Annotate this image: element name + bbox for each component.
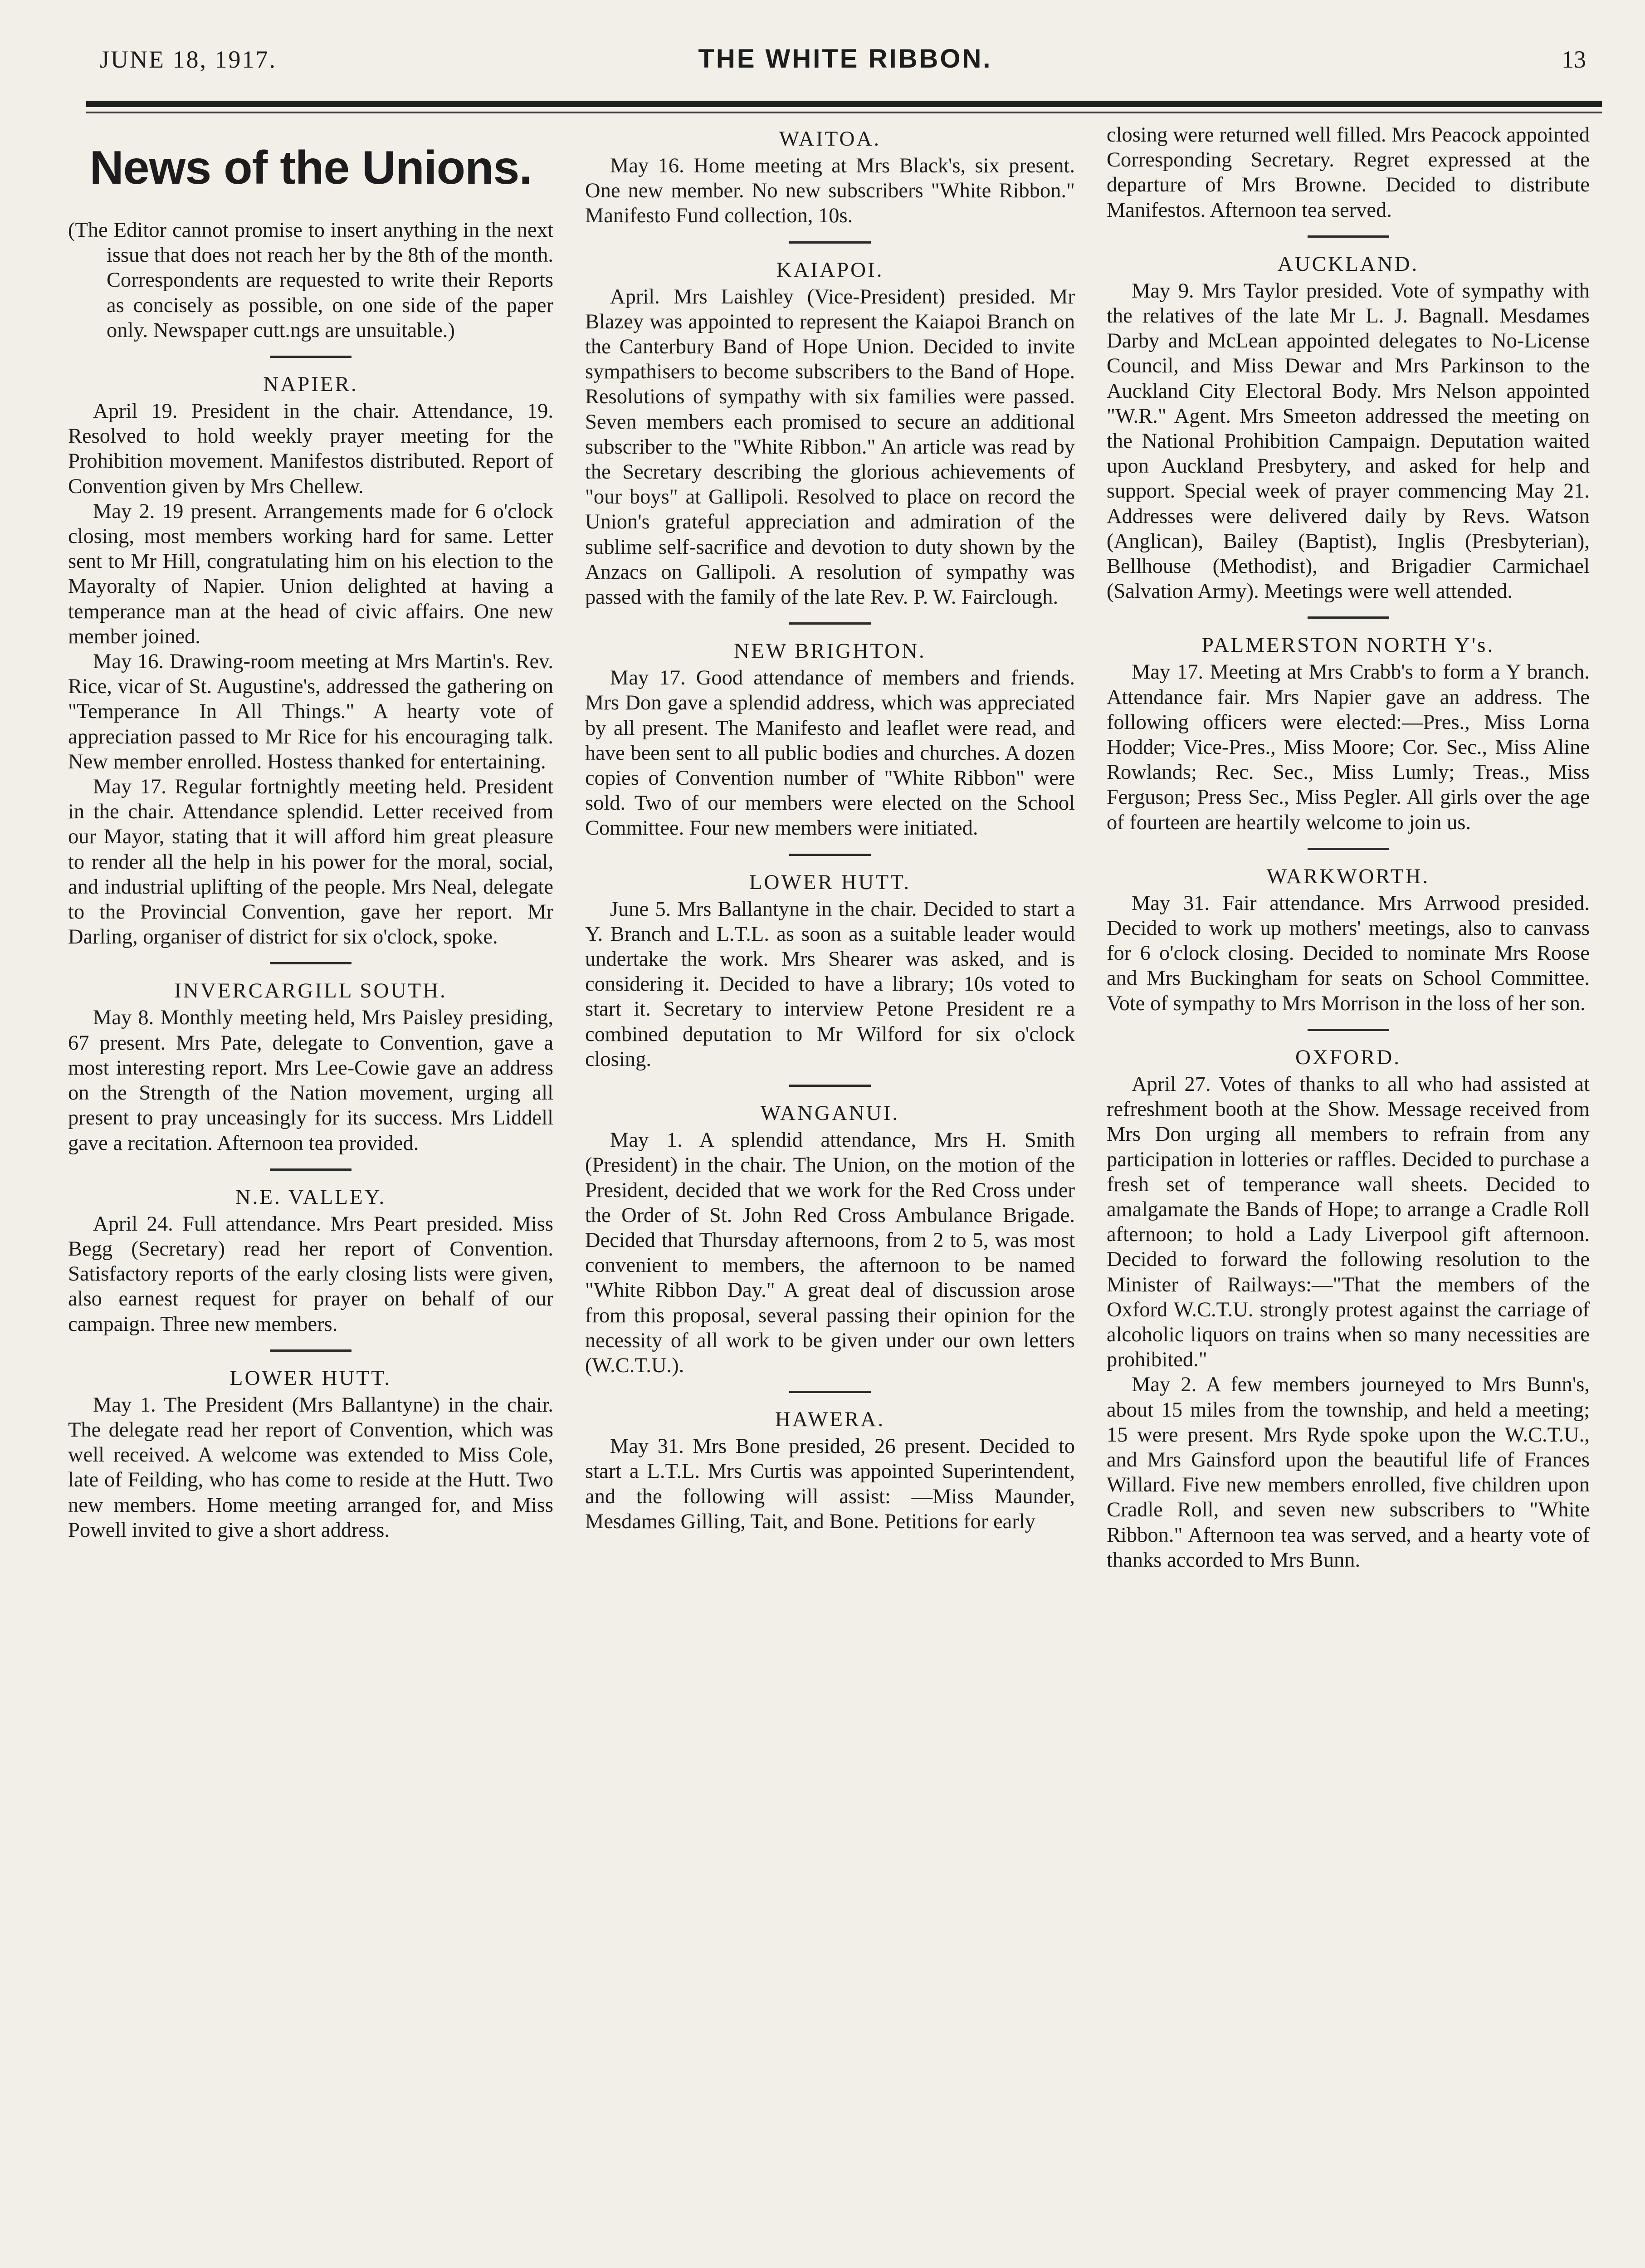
divider	[1308, 1029, 1389, 1031]
union-title: LOWER HUTT.	[229, 1366, 392, 1390]
union-report: April. Mrs Laishley (Vice-President) presided. Mr Blazey was appointed to represent the Kaiapoi Branch on the Canterbury Band of Hope Union. Decided to invite sympathisers to become subscribers to the Band of Hope. Resolutions of sympathy with six families were passed. Seven members each promised to secure an additional subscriber to the "White Ribbon." An article was read by the Secretary describing the glorious achievements of "our boys" at Gallipoli. Resolved to place on record the Union's grateful appreciation and admiration of the sublime self-sacrifice and devotion to duty shown by the Anzacs on Gallipoli. A resolution of sympathy was passed with the family of the late Rev. P. W. Fairclough.	[585, 285, 1075, 609]
column-1	[68, 122, 553, 1543]
divider	[1308, 235, 1389, 238]
header-rule	[86, 101, 1602, 107]
divider	[789, 854, 871, 856]
union-report: June 5. Mrs Ballantyne in the chair. Decided to start a Y. Branch and L.T.L. as soon as a suitable leader would undertake the work. Mrs Shearer was asked, and is considering it. Decided to have a library; 10s voted to start it. Secretary to interview Petone President re a combined deputation to Mr Wilford for six o'clock closing.	[585, 897, 1075, 1071]
union-title: WARKWORTH.	[1266, 864, 1430, 888]
divider	[270, 1168, 351, 1171]
union-report: May 8. Monthly meeting held, Mrs Paisley presiding, 67 present. Mrs Pate, delegate to Convention, gave a most interesting report. Mrs Lee-Cowie gave an address on the Strength of the Nation movement, urging all present to pray unceasingly for its success. Mrs Liddell gave a recitation. Afternoon tea provided.	[68, 1006, 553, 1155]
continued-report: closing were returned well filled. Mrs Peacock appointed Corresponding Secretary. Regret expressed at the departure of Mrs Browne. Decided to distribute Manifestos. Afternoon tea served.	[1107, 123, 1590, 222]
union-report: May 2. A few members journeyed to Mrs Bunn's, about 15 miles from the township, and held a meeting; 15 were present. Mrs Ryde spoke upon the W.C.T.U., and Mrs Gainsford upon the beautiful life of Frances Willard. Five new members enrolled, five children upon Cradle Roll, and seven new subscribers to "White Ribbon." Afternoon tea was served, and a hearty vote of thanks accorded to Mrs Bunn.	[1107, 1373, 1590, 1572]
union-title: KAIAPOI.	[776, 258, 884, 282]
divider	[270, 356, 351, 358]
editor-notice: (The Editor cannot promise to insert anything in the next issue that does not reach her by the 8th of the month. Correspondents are requested to write their Reports as concisely as possible, on one side of the paper only. Newspaper cutt.ngs are unsuitable.)	[68, 219, 553, 342]
union-title: INVERCARGILL SOUTH.	[174, 979, 447, 1003]
union-title: WANGANUI.	[760, 1101, 900, 1125]
section-masthead: News of the Unions.	[89, 142, 532, 194]
header-rule-thin	[86, 112, 1602, 113]
union-report: May 2. 19 present. Arrangements made for 6 o'clock closing, most members working hard for same. Letter sent to Mr Hill, congratulating him on his election to the Mayoralty of Napier. Union delighted at having a temperance man at the head of civic affairs. One new member joined.	[68, 499, 553, 648]
union-report: May 31. Mrs Bone presided, 26 present. Decided to start a L.T.L. Mrs Curtis was appointed Superintendent, and the following will assist: —Miss Maunder, Mesdames Gilling, Tait, and Bone. Petitions for early	[585, 1435, 1075, 1533]
union-report: May 17. Regular fortnightly meeting held. President in the chair. Attendance splendid. Letter received from our Mayor, stating that it will afford him great pleasure to render all the help in his power for the moral, social, and industrial uplifting of the people. Mrs Neal, delegate to the Provincial Convention, gave her report. Mr Darling, organiser of district for six o'clock, spoke.	[68, 775, 553, 949]
union-title: N.E. VALLEY.	[235, 1185, 386, 1209]
union-title: OXFORD.	[1295, 1045, 1401, 1069]
divider	[1308, 848, 1389, 850]
union-report: May 9. Mrs Taylor presided. Vote of sympathy with the relatives of the late Mr L. J. Bagnall. Mesdames Darby and McLean appointed delegates to No-License Council, and Miss Dewar and Mrs Parkinson to the Auckland City Electoral Body. Mrs Nelson appointed "W.R." Agent. Mrs Smeeton addressed the meeting on the National Prohibition Campaign. Deputation waited upon Auckland Presbytery, and asked for help and support. Special week of prayer commencing May 21. Addresses were delivered daily by Revs. Watson (Anglican), Bailey (Baptist), Inglis (Presbyterian), Bellhouse (Methodist), and Brigadier Carmichael (Salvation Army). Meetings were well attended.	[1107, 279, 1590, 603]
union-report: May 31. Fair attendance. Mrs Arrwood presided. Decided to work up mothers' meetings, also to canvass for 6 o'clock closing. Decided to nominate Mrs Roose and Mrs Buckingham for seats on School Committee. Vote of sympathy to Mrs Morrison in the loss of her son.	[1107, 891, 1590, 1015]
union-title: NAPIER.	[263, 372, 358, 396]
union-report: May 1. A splendid attendance, Mrs H. Smith (President) in the chair. The Union, on the motion of the President, decided that we work for the Red Cross under the Order of St. John Red Cross Ambulance Brigade. Decided that Thursday afternoons, from 2 to 5, was most convenient to members, the afternoon to be named "White Ribbon Day." A great deal of discussion arose from this proposal, several passing their opinion for the necessity of all work to be given under our own letters (W.C.T.U.).	[585, 1129, 1075, 1377]
divider	[789, 1085, 871, 1087]
divider	[789, 622, 871, 625]
union-title: LOWER HUTT.	[749, 870, 911, 894]
divider	[789, 1391, 871, 1393]
divider	[270, 962, 351, 964]
union-report: May 16. Home meeting at Mrs Black's, six present. One new member. No new subscribers "White Ribbon." Manifesto Fund collection, 10s.	[585, 154, 1075, 228]
issue-date: JUNE 18, 1917.	[100, 46, 277, 73]
column-2	[585, 122, 1075, 1534]
union-report: May 17. Good attendance of members and friends. Mrs Don gave a splendid address, which was appreciated by all present. The Manifesto and leaflet were read, and have been sent to all public bodies and churches. A dozen copies of Convention number of "White Ribbon" were sold. Two of our members were elected on the School Committee. Four new members were initiated.	[585, 666, 1075, 840]
divider	[789, 241, 871, 244]
page-header	[91, 36, 1600, 86]
divider	[1308, 616, 1389, 619]
union-report: April 19. President in the chair. Attendance, 19. Resolved to hold weekly prayer meeting for the Prohibition movement. Manifestos distributed. Report of Convention given by Mrs Chellew.	[68, 400, 553, 498]
union-report: May 1. The President (Mrs Ballantyne) in the chair. The delegate read her report of Convention, which was well received. A welcome was extended to Miss Cole, late of Feilding, who has come to reside at the Hutt. Two new members. Home meeting arranged for, and Miss Powell invited to give a short address.	[68, 1393, 553, 1542]
union-report: May 16. Drawing-room meeting at Mrs Martin's. Rev. Rice, vicar of St. Augustine's, addressed the gathering on "Temperance In All Things." A hearty vote of appreciation passed to Mr Rice for his encouraging talk. New member enrolled. Hostess thanked for entertaining.	[68, 650, 553, 773]
publication-title: THE WHITE RIBBON.	[698, 44, 992, 73]
union-report: April 27. Votes of thanks to all who had assisted at refreshment booth at the Show. Message received from Mrs Don urging all members to refrain from any participation in lotteries or raffles. Decided to purchase a fresh set of temperance wall sheets. Decided to amalgamate the Bands of Hope; to arrange a Cradle Roll afternoon; to hold a Lady Liverpool gift afternoon. Decided to forward the following resolution to the Minister of Railways:—"That the members of the Oxford W.C.T.U. strongly protest against the carriage of alcoholic liquors on trains when so many necessities are prohibited."	[1107, 1072, 1590, 1372]
union-title: HAWERA.	[775, 1408, 885, 1432]
page-number: 13	[1562, 46, 1586, 73]
union-report: April 24. Full attendance. Mrs Peart presided. Miss Begg (Secretary) read her report of Convention. Satisfactory reports of the early closing lists were given, also earnest request for prayer on behalf of our campaign. Three new members.	[68, 1212, 553, 1336]
divider	[270, 1349, 351, 1352]
union-report: May 17. Meeting at Mrs Crabb's to form a Y branch. Attendance fair. Mrs Napier gave an address. The following officers were elected:—Pres., Miss Lorna Hodder; Vice-Pres., Miss Moore; Cor. Sec., Miss Aline Rowlands; Rec. Sec., Miss Lumly; Treas., Miss Ferguson; Press Sec., Miss Pegler. All girls over the age of fourteen are heartily welcome to join us.	[1107, 660, 1590, 834]
union-title: AUCKLAND.	[1277, 252, 1419, 276]
column-3	[1107, 122, 1590, 1573]
union-title: PALMERSTON NORTH Y's.	[1201, 633, 1495, 657]
union-title: WAITOA.	[779, 127, 881, 151]
union-title: NEW BRIGHTON.	[734, 639, 926, 663]
